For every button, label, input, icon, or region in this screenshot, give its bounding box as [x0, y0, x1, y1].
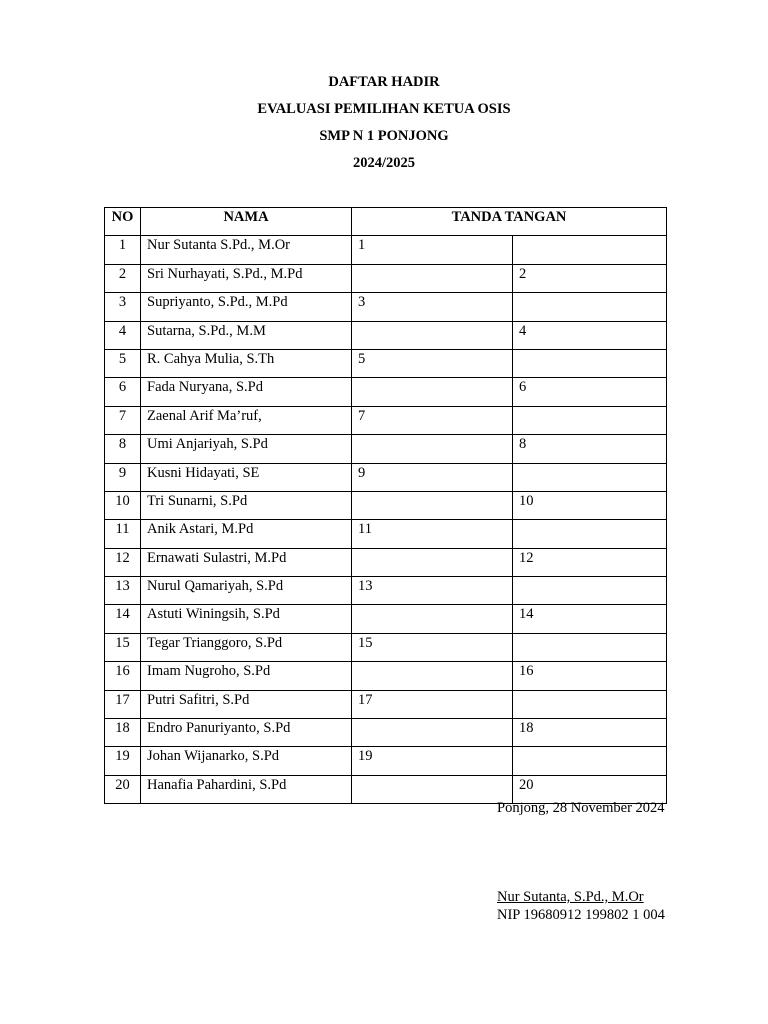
signature-cell-left: 5 — [352, 349, 513, 377]
attendance-table — [104, 207, 667, 804]
table-row — [105, 605, 667, 633]
signature-cell-right — [513, 406, 667, 434]
row-number: 10 — [105, 491, 141, 519]
signer-nip: NIP 19680912 199802 1 004 — [497, 907, 665, 923]
row-number: 4 — [105, 321, 141, 349]
row-name: Nur Sutanta S.Pd., M.Or — [141, 236, 352, 264]
row-number: 18 — [105, 719, 141, 747]
row-name: Astuti Winingsih, S.Pd — [141, 605, 352, 633]
row-number: 2 — [105, 264, 141, 292]
row-name: Ernawati Sulastri, M.Pd — [141, 548, 352, 576]
row-name: Kusni Hidayati, SE — [141, 463, 352, 491]
row-name: Fada Nuryana, S.Pd — [141, 378, 352, 406]
column-header-tanda-tangan: TANDA TANGAN — [352, 208, 667, 236]
row-name: Hanafia Pahardini, S.Pd — [141, 775, 352, 803]
table-row — [105, 293, 667, 321]
row-name: Sutarna, S.Pd., M.M — [141, 321, 352, 349]
row-number: 1 — [105, 236, 141, 264]
signature-cell-right — [513, 349, 667, 377]
table-row — [105, 264, 667, 292]
row-number: 20 — [105, 775, 141, 803]
signature-cell-left — [352, 548, 513, 576]
row-number: 7 — [105, 406, 141, 434]
table-row — [105, 633, 667, 661]
table-row — [105, 662, 667, 690]
signature-cell-right: 14 — [513, 605, 667, 633]
signature-cell-right — [513, 633, 667, 661]
signature-cell-right — [513, 690, 667, 718]
table-row — [105, 548, 667, 576]
row-number: 11 — [105, 520, 141, 548]
signature-cell-left — [352, 264, 513, 292]
signature-cell-right: 2 — [513, 264, 667, 292]
table-row — [105, 520, 667, 548]
signature-cell-right — [513, 747, 667, 775]
row-name: Umi Anjariyah, S.Pd — [141, 435, 352, 463]
signature-cell-right: 8 — [513, 435, 667, 463]
row-number: 14 — [105, 605, 141, 633]
signature-cell-left: 13 — [352, 577, 513, 605]
signature-cell-right: 6 — [513, 378, 667, 406]
signature-cell-right — [513, 236, 667, 264]
signature-cell-right — [513, 577, 667, 605]
row-number: 19 — [105, 747, 141, 775]
signature-cell-left — [352, 378, 513, 406]
row-number: 8 — [105, 435, 141, 463]
document-subtitle: EVALUASI PEMILIHAN KETUA OSIS — [257, 101, 511, 117]
table-row — [105, 406, 667, 434]
signature-cell-right — [513, 293, 667, 321]
signature-cell-right: 12 — [513, 548, 667, 576]
table-row — [105, 491, 667, 519]
row-name: Zaenal Arif Ma’ruf, — [141, 406, 352, 434]
row-name: Putri Safitri, S.Pd — [141, 690, 352, 718]
column-header-no: NO — [105, 208, 141, 236]
signature-cell-left: 17 — [352, 690, 513, 718]
signature-cell-right: 16 — [513, 662, 667, 690]
table-row — [105, 690, 667, 718]
row-name: Anik Astari, M.Pd — [141, 520, 352, 548]
row-name: Tri Sunarni, S.Pd — [141, 491, 352, 519]
signature-cell-left: 3 — [352, 293, 513, 321]
signature-cell-left — [352, 662, 513, 690]
row-number: 9 — [105, 463, 141, 491]
table-row — [105, 747, 667, 775]
signature-cell-left: 19 — [352, 747, 513, 775]
table-header-row — [105, 208, 667, 236]
table-body — [105, 236, 667, 804]
academic-year: 2024/2025 — [352, 155, 416, 171]
table-row — [105, 321, 667, 349]
table-row — [105, 577, 667, 605]
signature-cell-left: 11 — [352, 520, 513, 548]
place-date: Ponjong, 28 November 2024 — [497, 800, 665, 816]
signature-cell-left — [352, 605, 513, 633]
row-number: 5 — [105, 349, 141, 377]
signature-cell-left — [352, 321, 513, 349]
row-number: 17 — [105, 690, 141, 718]
signature-cell-right: 4 — [513, 321, 667, 349]
row-name: Imam Nugroho, S.Pd — [141, 662, 352, 690]
signature-cell-left: 15 — [352, 633, 513, 661]
row-number: 15 — [105, 633, 141, 661]
signature-cell-left: 9 — [352, 463, 513, 491]
signer-name: Nur Sutanta, S.Pd., M.Or — [497, 889, 644, 905]
signature-cell-right: 18 — [513, 719, 667, 747]
row-number: 13 — [105, 577, 141, 605]
row-number: 12 — [105, 548, 141, 576]
row-name: Supriyanto, S.Pd., M.Pd — [141, 293, 352, 321]
row-name: Endro Panuriyanto, S.Pd — [141, 719, 352, 747]
row-name: Johan Wijanarko, S.Pd — [141, 747, 352, 775]
column-header-nama: NAMA — [141, 208, 352, 236]
table-row — [105, 463, 667, 491]
row-name: Nurul Qamariyah, S.Pd — [141, 577, 352, 605]
document-title: DAFTAR HADIR — [328, 74, 440, 90]
table-row — [105, 378, 667, 406]
signature-cell-right: 20 — [513, 775, 667, 803]
row-number: 3 — [105, 293, 141, 321]
signature-cell-right — [513, 463, 667, 491]
row-number: 6 — [105, 378, 141, 406]
row-name: R. Cahya Mulia, S.Th — [141, 349, 352, 377]
table-row — [105, 236, 667, 264]
signature-cell-right — [513, 520, 667, 548]
signature-cell-left — [352, 719, 513, 747]
signature-cell-left — [352, 491, 513, 519]
table-row — [105, 435, 667, 463]
row-name: Tegar Trianggoro, S.Pd — [141, 633, 352, 661]
table-row — [105, 719, 667, 747]
school-name: SMP N 1 PONJONG — [319, 128, 449, 144]
table-row — [105, 349, 667, 377]
signature-cell-right: 10 — [513, 491, 667, 519]
signature-cell-left: 1 — [352, 236, 513, 264]
signature-cell-left — [352, 775, 513, 803]
row-name: Sri Nurhayati, S.Pd., M.Pd — [141, 264, 352, 292]
signature-cell-left: 7 — [352, 406, 513, 434]
signature-cell-left — [352, 435, 513, 463]
row-number: 16 — [105, 662, 141, 690]
